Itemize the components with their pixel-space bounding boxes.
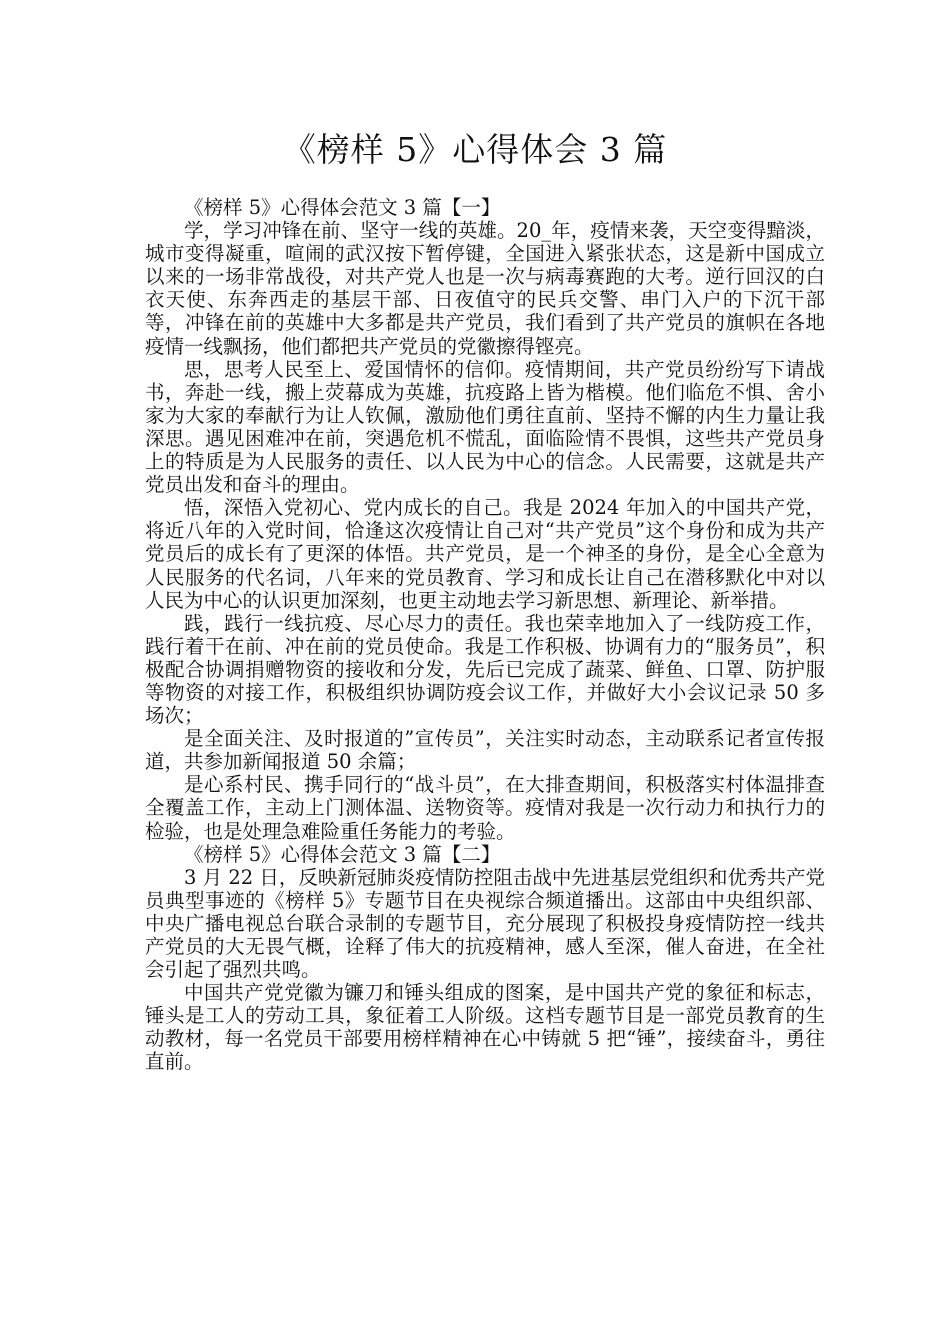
paragraph-publicist: 是全面关注、及时报道的”宣传员”，关注实时动态，主动联系记者宣传报道，共参加新闻报道 50 余篇； <box>145 727 825 774</box>
section-heading-2: 《榜样 5》心得体会范文 3 篇【二】 <box>184 842 501 866</box>
paragraph-study: 学，学习冲锋在前、坚守一线的英雄。20_年，疫情来袭，天空变得黯淡，城市变得凝重，喧闹的武汉按下暂停键，全国进入紧张状态，这是新中国成立以来的一场非常战役，对共产党人也是一次与病毒赛跑的大考。逆行回汉的白衣天使、东奔西走的基层干部、日夜值守的民兵交警、串门入户的下沉干部等，冲锋在前的英雄中大多都是共产党员，我们看到了共产党员的旗帜在各地疫情一线飘扬，他们都把共产党员的党徽擦得铿亮。 <box>145 219 825 358</box>
paragraph-practice: 践，践行一线抗疫、尽心尽力的责任。我也荣幸地加入了一线防疫工作，践行着干在前、冲在前的党员使命。我是工作积极、协调有力的“服务员”，积极配合协调捐赠物资的接收和分发，先后已完成了蔬菜、鲜鱼、口罩、防护服等物资的对接工作，积极组织协调防疫会议工作，并做好大小会议记录 50 多场次； <box>145 611 825 728</box>
document-body <box>145 196 825 1074</box>
paragraph-broadcast: 3 月 22 日，反映新冠肺炎疫情防控阻击战中先进基层党组织和优秀共产党员典型事迹的《榜样 5》专题节目在央视综合频道播出。这部由中央组织部、中央广播电视总台联合录制的专题节目，充分展现了积极投身疫情防控一线共产党员的大无畏气概，诠释了伟大的抗疫精神，感人至深，催人奋进，在全社会引起了强烈共鸣。 <box>145 865 825 982</box>
paragraph-party-emblem: 中国共产党党徽为镰刀和锤头组成的图案，是中国共产党的象征和标志，锤头是工人的劳动工具，象征着工人阶级。这档专题节目是一部党员教育的生动教材，每一名党员干部要用榜样精神在心中铸就 5 把“锤”，接续奋斗，勇往直前。 <box>145 981 825 1074</box>
section-heading-1: 《榜样 5》心得体会范文 3 篇【一】 <box>184 196 501 219</box>
paragraph-realize: 悟，深悟入党初心、党内成长的自己。我是 2024 年加入的中国共产党，将近八年的入党时间，恰逢这次疫情让自己对“共产党员”这个身份和成为共产党员后的成长有了更深的体悟。共产党员，是一个神圣的身份，是全心全意为人民服务的代名词，八年来的党员教育、学习和成长让自己在潜移默化中对以人民为中心的认识更加深刻，也更主动地去学习新思想、新理论、新举措。 <box>145 496 825 612</box>
paragraph-fighter: 是心系村民、携手同行的“战斗员”，在大排查期间，积极落实村体温排查全覆盖工作，主动上门测体温、送物资等。疫情对我是一次行动力和执行力的检验，也是处理急难险重任务能力的考验。 <box>145 773 825 843</box>
paragraph-think: 思，思考人民至上、爱国情怀的信仰。疫情期间，共产党员纷纷写下请战书，奔赴一线，搬上荧幕成为英雄，抗疫路上皆为楷模。他们临危不惧、舍小家为大家的奉献行为让人钦佩，激励他们勇往直前、坚持不懈的内生力量让我深思。遇见困难冲在前，突遇危机不慌乱，面临险情不畏惧，这些共产党员身上的特质是为人民服务的责任、以人民为中心的信念。人民需要，这就是共产党员出发和奋斗的理由。 <box>145 357 825 497</box>
document-title: 《榜样 5》心得体会 3 篇 <box>282 130 668 169</box>
